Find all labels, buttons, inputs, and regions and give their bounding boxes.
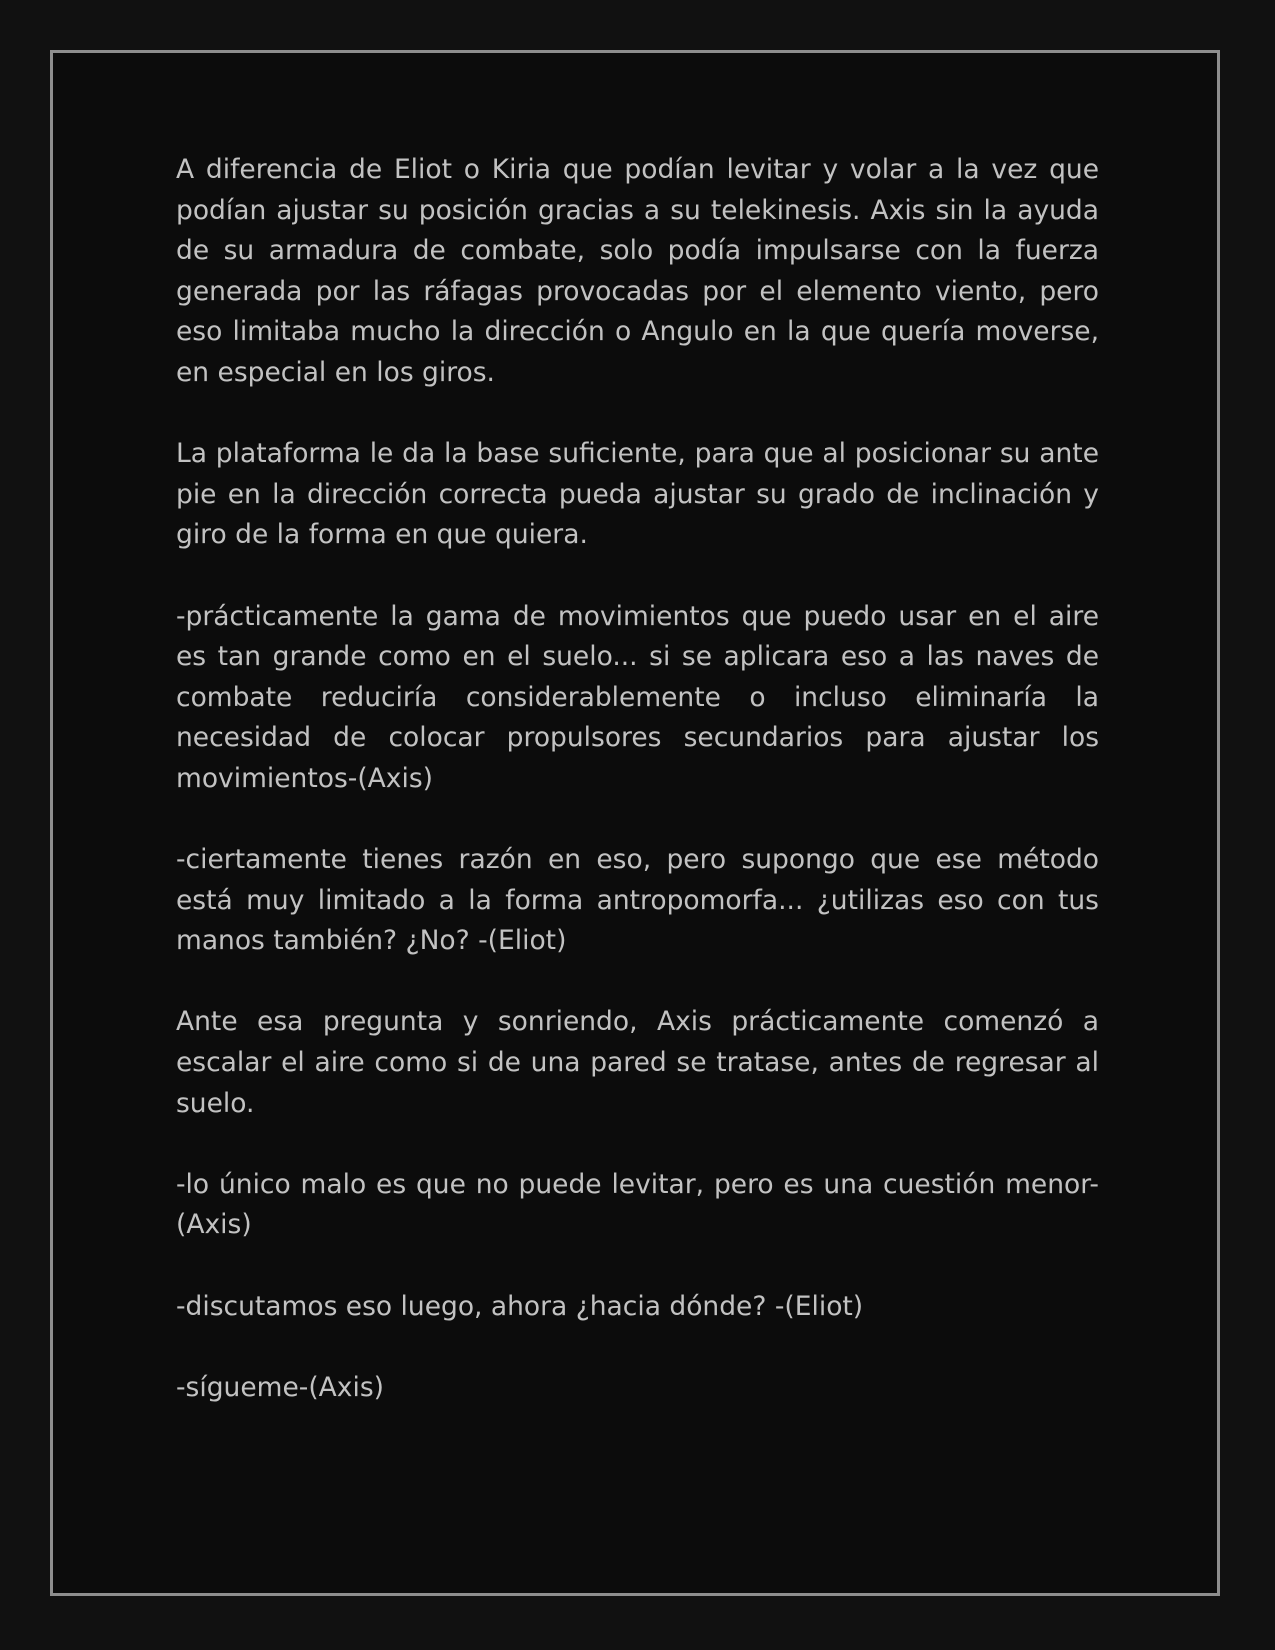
paragraph-2: La plataforma le da la base suficiente, para que al posicionar su ante pie en la dirección correcta pueda ajustar su grado de inclinación y giro de la forma en que quiera. [176,438,1099,551]
paragraph-6: -lo único malo es que no puede levitar, pero es una cuestión menor-(Axis) [176,1168,1099,1241]
paragraph-7: -discutamos eso luego, ahora ¿hacia dónde? -(Eliot) [176,1290,864,1322]
paragraph-8: -sígueme-(Axis) [176,1371,384,1403]
paragraph-4: -ciertamente tienes razón en eso, pero supongo que ese método está muy limitado a la forma antropomorfa... ¿utilizas eso con tus manos también? ¿No? -(Eliot) [176,844,1099,957]
paragraph-1: A diferencia de Eliot o Kiria que podían levitar y volar a la vez que podían ajustar su posición gracias a su telekinesis. Axis sin la ayuda de su armadura de combate, solo podía impulsarse con la fuerza generada por las ráfagas provocadas por el elemento viento, pero eso limitaba mucho la dirección o Angulo en la que quería moverse, en especial en los giros. [176,154,1099,388]
paragraph-3: -prácticamente la gama de movimientos que puedo usar en el aire es tan grande como en el suelo... si se aplicara eso a las naves de combate reduciría considerablemente o incluso eliminaría la necesidad de colocar propulsores secundarios para ajustar los movimientos-(Axis) [176,600,1099,794]
document-body [176,150,1099,1408]
paragraph-5: Ante esa pregunta y sonriendo, Axis prácticamente comenzó a escalar el aire como si de una pared se tratase, antes de regresar al suelo. [176,1006,1099,1119]
